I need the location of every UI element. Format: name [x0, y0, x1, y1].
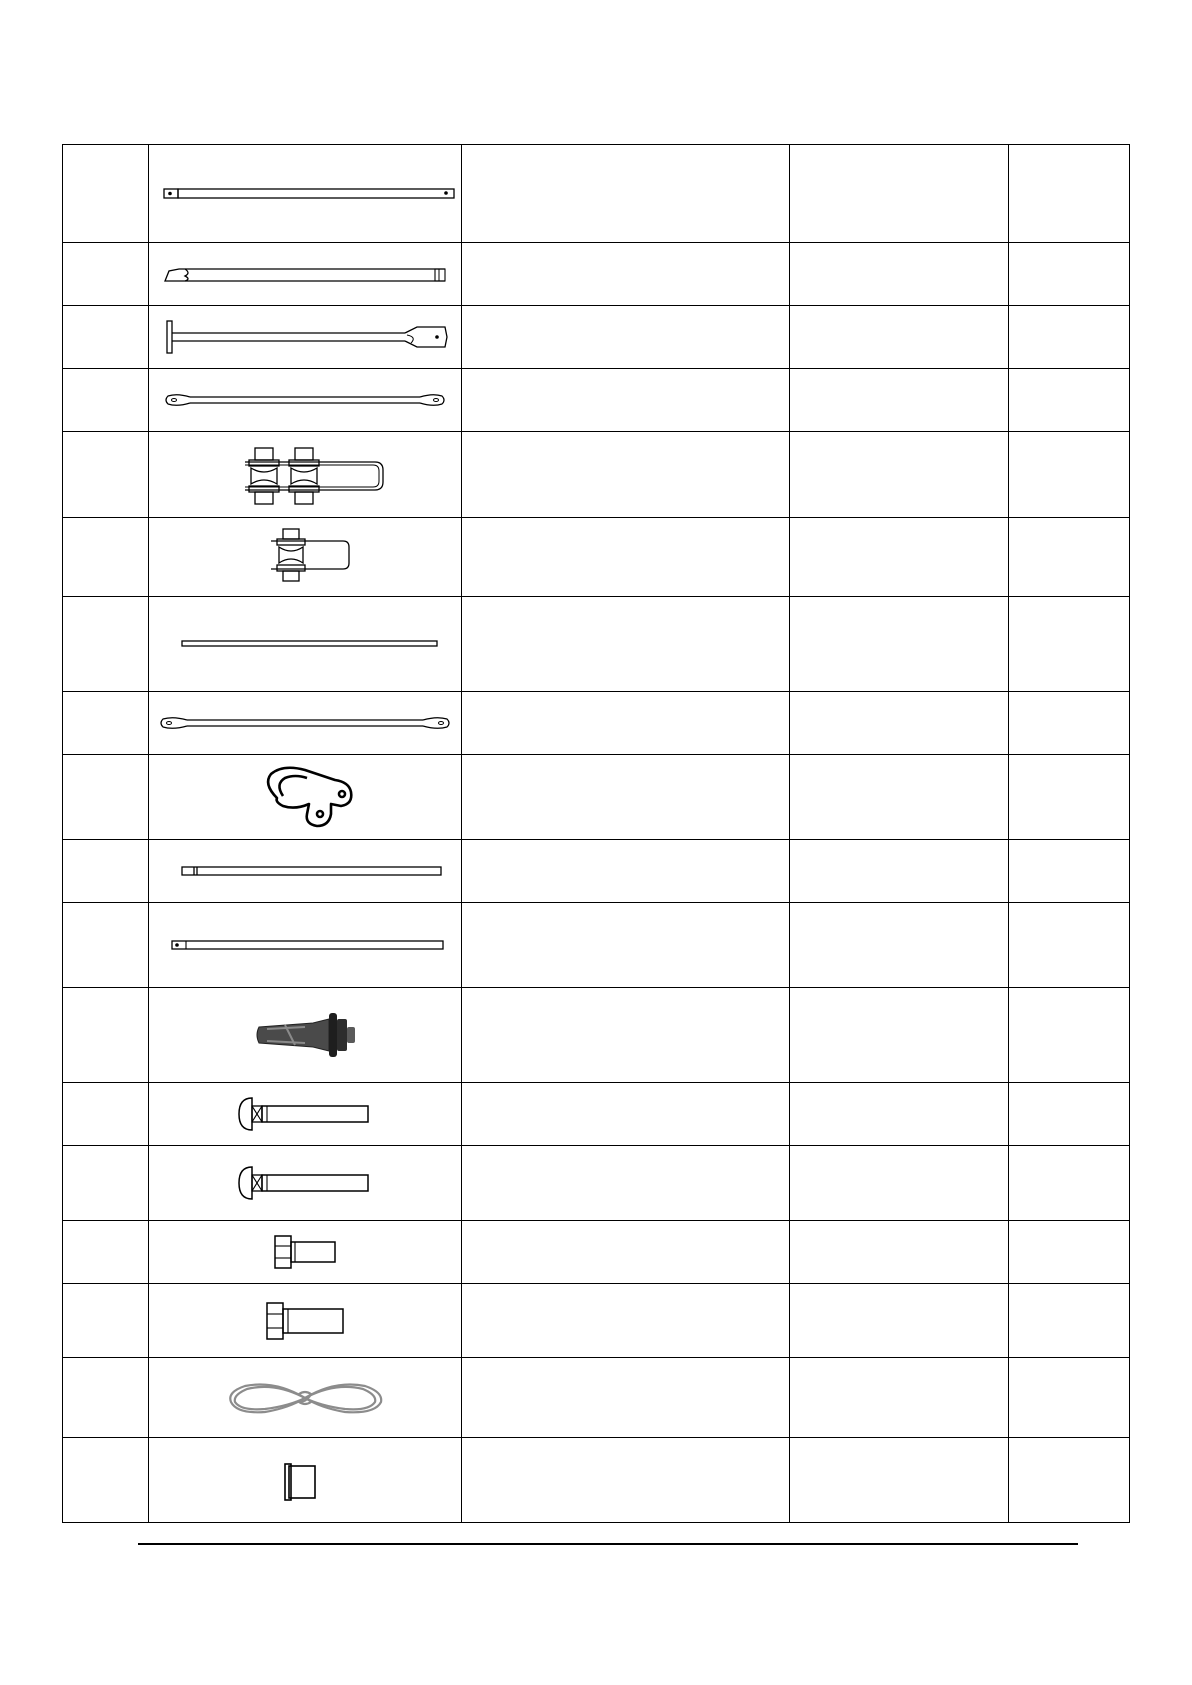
part-description [462, 840, 790, 903]
part-qty [1009, 306, 1130, 369]
part-size [790, 903, 1009, 988]
part-description [462, 369, 790, 432]
part-number [63, 755, 149, 840]
part-size [790, 1284, 1009, 1358]
parts-table [62, 144, 1130, 1523]
part-number [63, 1146, 149, 1221]
part-description [462, 306, 790, 369]
part-description [462, 243, 790, 306]
table-row [63, 1358, 1130, 1438]
part-size [790, 840, 1009, 903]
part-image-cell [149, 145, 462, 243]
part-description [462, 145, 790, 243]
table-row [63, 597, 1130, 692]
flat-bar-icon [155, 179, 455, 209]
part-number [63, 1083, 149, 1146]
part-description [462, 1083, 790, 1146]
part-image-cell [149, 432, 462, 518]
part-description [462, 988, 790, 1083]
part-number [63, 1284, 149, 1358]
part-size [790, 1083, 1009, 1146]
part-number [63, 597, 149, 692]
part-number [63, 1438, 149, 1523]
part-qty [1009, 1358, 1130, 1438]
angled-end-tube-icon [155, 259, 455, 289]
table-row [63, 1284, 1130, 1358]
part-size [790, 306, 1009, 369]
part-number [63, 306, 149, 369]
table-row [63, 840, 1130, 903]
tie-wire-coil-icon [155, 1368, 455, 1428]
part-image-cell [149, 692, 462, 755]
slotted-bar-icon [155, 859, 455, 883]
part-image-cell [149, 597, 462, 692]
part-qty [1009, 840, 1130, 903]
part-number [63, 518, 149, 597]
part-number [63, 1358, 149, 1438]
part-description [462, 1146, 790, 1221]
t-end-post-tube-icon [155, 317, 455, 357]
flattened-end-tube-icon [155, 708, 455, 738]
part-qty [1009, 597, 1130, 692]
table-row [63, 369, 1130, 432]
part-size [790, 1438, 1009, 1523]
part-image-cell [149, 1358, 462, 1438]
table-row [63, 243, 1130, 306]
part-image-cell [149, 840, 462, 903]
part-size [790, 1221, 1009, 1284]
hex-bolt-short-icon [155, 1230, 455, 1274]
part-size [790, 692, 1009, 755]
part-description [462, 903, 790, 988]
part-description [462, 692, 790, 755]
part-description [462, 755, 790, 840]
flattened-end-tube-icon [155, 385, 455, 415]
table-row [63, 692, 1130, 755]
part-description [462, 1221, 790, 1284]
part-qty [1009, 518, 1130, 597]
table-row [63, 145, 1130, 243]
part-image-cell [149, 369, 462, 432]
part-qty [1009, 903, 1130, 988]
parts-table-body [63, 145, 1130, 1523]
part-image-cell [149, 1221, 462, 1284]
part-image-cell [149, 1284, 462, 1358]
part-description [462, 432, 790, 518]
part-qty [1009, 432, 1130, 518]
part-description [462, 1284, 790, 1358]
table-row [63, 1083, 1130, 1146]
part-qty [1009, 243, 1130, 306]
part-size [790, 1358, 1009, 1438]
expansion-anchor-bolt-icon [155, 1005, 455, 1065]
part-qty [1009, 692, 1130, 755]
part-qty [1009, 988, 1130, 1083]
part-size [790, 518, 1009, 597]
table-row [63, 1438, 1130, 1523]
part-image-cell [149, 988, 462, 1083]
single-roller-bracket-icon [155, 525, 455, 589]
part-size [790, 1146, 1009, 1221]
part-size [790, 369, 1009, 432]
part-qty [1009, 1146, 1130, 1221]
table-row [63, 518, 1130, 597]
part-qty [1009, 1083, 1130, 1146]
table-row [63, 988, 1130, 1083]
carriage-bolt-icon [155, 1161, 455, 1205]
table-row [63, 1146, 1130, 1221]
straight-rod-icon [155, 634, 455, 654]
part-image-cell [149, 1438, 462, 1523]
part-image-cell [149, 518, 462, 597]
part-number [63, 692, 149, 755]
part-number [63, 840, 149, 903]
table-row [63, 903, 1130, 988]
part-number [63, 369, 149, 432]
part-description [462, 1438, 790, 1523]
part-size [790, 597, 1009, 692]
part-size [790, 755, 1009, 840]
part-description [462, 518, 790, 597]
part-qty [1009, 1284, 1130, 1358]
part-number [63, 432, 149, 518]
part-size [790, 432, 1009, 518]
table-row [63, 432, 1130, 518]
part-qty [1009, 369, 1130, 432]
part-image-cell [149, 1083, 462, 1146]
part-description [462, 1358, 790, 1438]
part-description [462, 597, 790, 692]
part-number [63, 145, 149, 243]
part-size [790, 243, 1009, 306]
part-image-cell [149, 755, 462, 840]
part-size [790, 988, 1009, 1083]
part-number [63, 988, 149, 1083]
part-number [63, 903, 149, 988]
double-roller-bracket-icon [155, 440, 455, 510]
footer-rule [138, 1543, 1078, 1545]
part-size [790, 145, 1009, 243]
carriage-bolt-icon [155, 1092, 455, 1136]
part-qty [1009, 755, 1130, 840]
part-qty [1009, 145, 1130, 243]
table-row [63, 306, 1130, 369]
table-row [63, 755, 1130, 840]
part-image-cell [149, 1146, 462, 1221]
part-qty [1009, 1221, 1130, 1284]
part-image-cell [149, 243, 462, 306]
part-image-cell [149, 903, 462, 988]
part-number [63, 1221, 149, 1284]
pipe-clamp-icon [155, 762, 455, 832]
part-image-cell [149, 306, 462, 369]
table-row [63, 1221, 1130, 1284]
hex-bolt-long-icon [155, 1297, 455, 1345]
drilled-bar-icon [155, 933, 455, 957]
part-qty [1009, 1438, 1130, 1523]
part-number [63, 243, 149, 306]
end-cap-icon [155, 1456, 455, 1504]
